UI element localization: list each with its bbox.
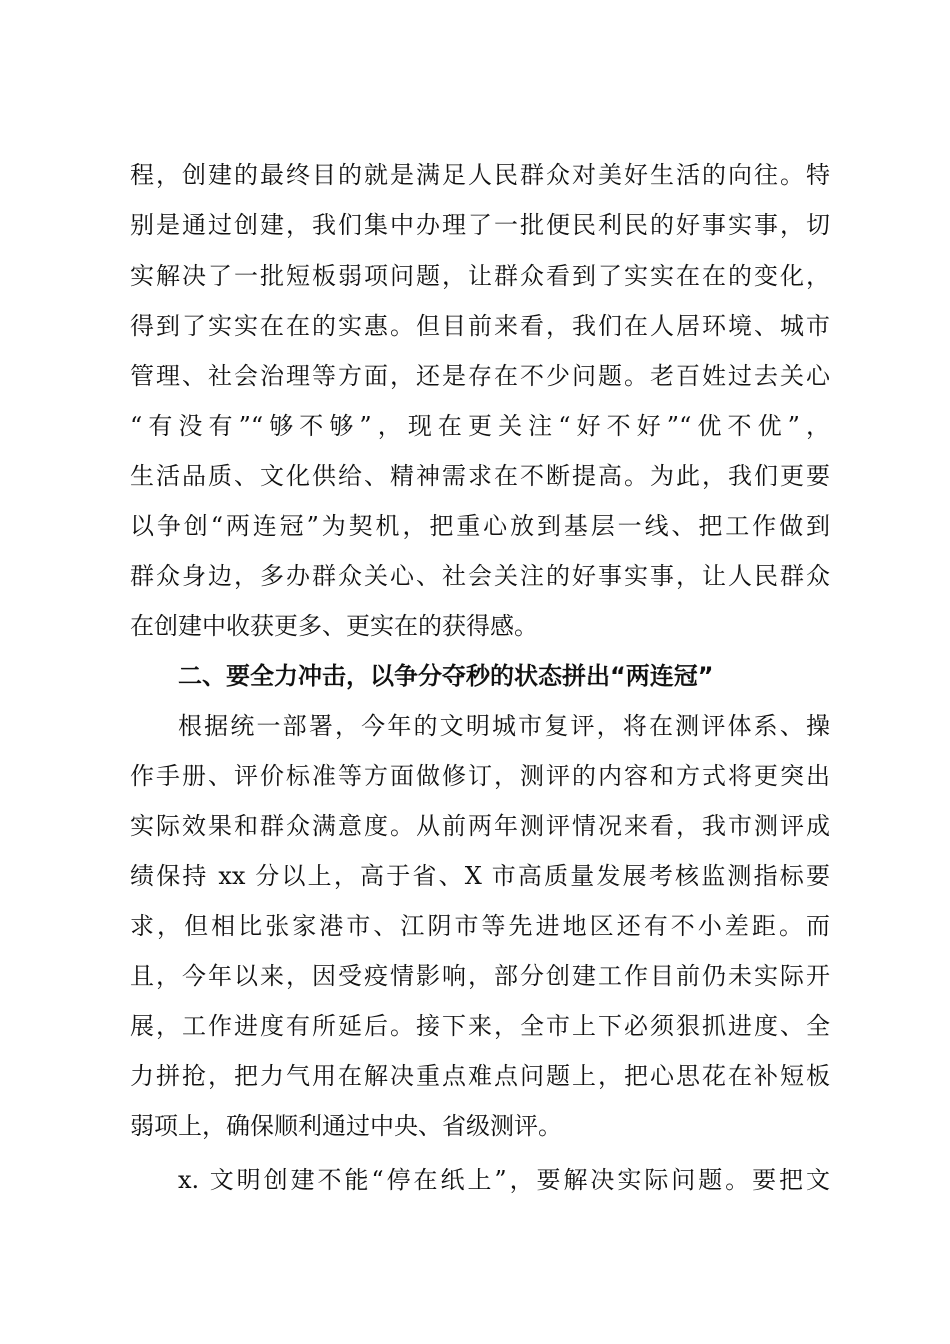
paragraph1-line: 群众身边，多办群众关心、社会关注的好事实事，让人民群众 bbox=[130, 562, 830, 590]
paragraph2-line: 力拼抢，把力气用在解决重点难点问题上，把心思花在补短板 bbox=[130, 1062, 830, 1090]
paragraph2-line: 作手册、评价标准等方面做修订，测评的内容和方式将更突出 bbox=[130, 762, 830, 790]
paragraph1-line: 实解决了一批短板弱项问题，让群众看到了实实在在的变化， bbox=[130, 262, 830, 290]
paragraph2-line: 弱项上，确保顺利通过中央、省级测评。 bbox=[130, 1112, 562, 1140]
paragraph1-line: “有没有”“够不够”，现在更关注“好不好”“优不优”， bbox=[130, 412, 830, 440]
paragraph2-line: 展，工作进度有所延后。接下来，全市上下必须狠抓进度、全 bbox=[130, 1012, 830, 1040]
paragraph2-line: 绩保持 xx 分以上，高于省、X 市高质量发展考核监测指标要 bbox=[130, 862, 830, 890]
paragraph3-line: x. 文明创建不能“停在纸上”，要解决实际问题。要把文 bbox=[178, 1166, 830, 1194]
paragraph1-line: 在创建中收获更多、更实在的获得感。 bbox=[130, 612, 538, 640]
paragraph1-line: 得到了实实在在的实惠。但目前来看，我们在人居环境、城市 bbox=[130, 312, 830, 340]
paragraph1-line: 生活品质、文化供给、精神需求在不断提高。为此，我们更要 bbox=[130, 462, 830, 490]
paragraph2-line: 求，但相比张家港市、江阴市等先进地区还有不小差距。而 bbox=[130, 912, 830, 940]
paragraph1-line: 管理、社会治理等方面，还是存在不少问题。老百姓过去关心 bbox=[130, 362, 830, 390]
paragraph1-line: 程，创建的最终目的就是满足人民群众对美好生活的向往。特 bbox=[130, 161, 830, 189]
paragraph2-line: 实际效果和群众满意度。从前两年测评情况来看，我市测评成 bbox=[130, 812, 830, 840]
paragraph1-line: 别是通过创建，我们集中办理了一批便民利民的好事实事，切 bbox=[130, 211, 830, 239]
section-heading: 二、要全力冲击，以争分夺秒的状态拼出“两连冠” bbox=[178, 662, 714, 690]
paragraph1-line: 以争创“两连冠”为契机，把重心放到基层一线、把工作做到 bbox=[130, 512, 830, 540]
paragraph2-line: 且，今年以来，因受疫情影响，部分创建工作目前仍未实际开 bbox=[130, 962, 830, 990]
paragraph2-line: 根据统一部署，今年的文明城市复评，将在测评体系、操 bbox=[178, 712, 830, 740]
